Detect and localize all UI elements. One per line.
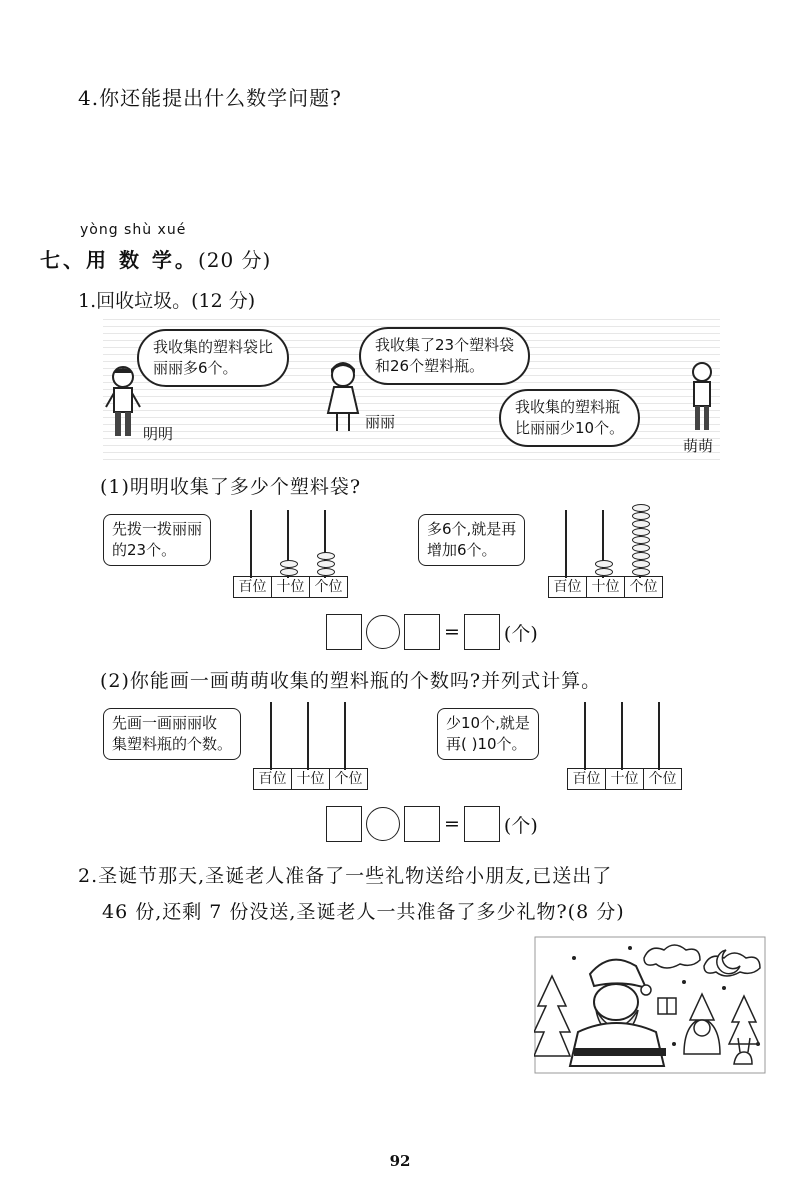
part-2-question: (2)你能画一画萌萌收集的塑料瓶的个数吗?并列式计算。 xyxy=(100,670,602,692)
name-mingming: 明明 xyxy=(143,425,174,443)
abacus-blank-right[interactable] xyxy=(567,702,683,790)
part-2-equation xyxy=(326,806,538,842)
label-tens: 十位 xyxy=(587,577,625,597)
abacus-bead-ones xyxy=(632,552,650,560)
hint-line: 集塑料瓶的个数。 xyxy=(112,735,233,753)
place-value-labels xyxy=(253,768,368,790)
abacus-bead-ones xyxy=(317,568,335,576)
rod-tens xyxy=(307,702,309,770)
unit-label: (个) xyxy=(503,814,538,837)
rod-hundreds xyxy=(565,510,567,578)
section-7-pinyin: yòng shù xué xyxy=(80,222,187,238)
part-2-hint-right xyxy=(437,708,539,760)
abacus-bead-ones xyxy=(632,520,650,528)
lili-speech-cloud xyxy=(359,327,530,385)
place-value-labels xyxy=(567,768,682,790)
answer-box-result[interactable] xyxy=(464,614,500,650)
recycling-scene xyxy=(103,313,720,463)
label-ones: 个位 xyxy=(334,771,363,787)
answer-box-2[interactable] xyxy=(404,806,440,842)
hint-line: 增加6个。 xyxy=(427,541,497,559)
hint-line: 先拨一拨丽丽 xyxy=(112,520,203,538)
question-1-title: 1.回收垃圾。(12 分) xyxy=(78,290,256,312)
cloud-line: 丽丽多6个。 xyxy=(153,359,238,377)
equals-sign: = xyxy=(444,813,460,835)
label-tens: 十位 xyxy=(292,769,330,789)
hint-line: 再( )10个。 xyxy=(446,735,527,753)
abacus-bead-ones xyxy=(632,528,650,536)
abacus-bead-ones xyxy=(632,504,650,512)
answer-box-result[interactable] xyxy=(464,806,500,842)
page-number: 92 xyxy=(389,1152,411,1170)
question-2-line-1: 2.圣诞节那天,圣诞老人准备了一些礼物送给小朋友,已送出了 xyxy=(78,865,613,887)
abacus-blank-left[interactable] xyxy=(253,702,369,790)
operator-circle[interactable] xyxy=(366,807,400,841)
boy-mingming-figure xyxy=(105,363,141,441)
abacus-bead-tens xyxy=(280,560,298,568)
rod-ones xyxy=(344,702,346,770)
label-tens: 十位 xyxy=(606,769,644,789)
unit-label: (个) xyxy=(503,622,538,645)
rod-hundreds xyxy=(250,510,252,578)
answer-box-1[interactable] xyxy=(326,806,362,842)
abacus-bead-ones xyxy=(317,560,335,568)
label-hundreds: 百位 xyxy=(568,769,606,789)
hint-line: 的23个。 xyxy=(112,541,177,559)
abacus-bead-ones xyxy=(632,512,650,520)
part-1-question: (1)明明收集了多少个塑料袋? xyxy=(100,476,362,498)
rod-tens xyxy=(621,702,623,770)
rod-ones xyxy=(658,702,660,770)
section-7-points: (20 分) xyxy=(197,248,272,272)
label-hundreds: 百位 xyxy=(234,577,272,597)
abacus-bead-ones xyxy=(632,544,650,552)
hint-line: 先画一画丽丽收 xyxy=(112,714,218,732)
cloud-line: 我收集的塑料瓶 xyxy=(515,398,621,416)
abacus-bead-tens xyxy=(280,568,298,576)
place-value-labels xyxy=(233,576,348,598)
answer-box-1[interactable] xyxy=(326,614,362,650)
rod-hundreds xyxy=(270,702,272,770)
name-lili: 丽丽 xyxy=(365,413,396,431)
cloud-line: 我收集了23个塑料袋 xyxy=(375,336,515,354)
abacus-bead-ones xyxy=(632,568,650,576)
section-7-title: 七、用 数 学。 xyxy=(40,248,198,272)
hint-line: 少10个,就是 xyxy=(446,714,530,732)
part-1-hint-left xyxy=(103,514,211,566)
equals-sign: = xyxy=(444,621,460,643)
abacus-bead-ones xyxy=(632,560,650,568)
girl-mengmeng-figure xyxy=(686,359,718,433)
abacus-bead-ones xyxy=(632,536,650,544)
girl-lili-figure xyxy=(323,361,363,433)
question-2-line-2: 46 份,还剩 7 份没送,圣诞老人一共准备了多少礼物?(8 分) xyxy=(102,901,625,923)
label-hundreds: 百位 xyxy=(254,769,292,789)
part-2-hint-left xyxy=(103,708,241,760)
label-hundreds: 百位 xyxy=(549,577,587,597)
question-2 xyxy=(78,858,625,930)
abacus-bead-ones xyxy=(317,552,335,560)
mengmeng-speech-cloud xyxy=(499,389,640,447)
place-value-labels xyxy=(548,576,663,598)
santa-christmas-illustration xyxy=(534,936,766,1074)
label-ones: 个位 xyxy=(314,579,343,595)
hint-line: 多6个,就是再 xyxy=(427,520,517,538)
rod-hundreds xyxy=(584,702,586,770)
label-ones: 个位 xyxy=(629,579,658,595)
answer-box-2[interactable] xyxy=(404,614,440,650)
label-ones: 个位 xyxy=(648,771,677,787)
section-7-heading xyxy=(40,244,271,273)
abacus-right xyxy=(548,510,664,598)
abacus-bead-tens xyxy=(595,568,613,576)
cloud-line: 比丽丽少10个。 xyxy=(515,419,625,437)
abacus-left xyxy=(233,510,349,598)
label-tens: 十位 xyxy=(272,577,310,597)
mingming-speech-cloud xyxy=(137,329,289,387)
question-4: 4.你还能提出什么数学问题? xyxy=(78,86,342,110)
name-mengmeng: 萌萌 xyxy=(683,437,714,455)
abacus-bead-tens xyxy=(595,560,613,568)
operator-circle[interactable] xyxy=(366,615,400,649)
part-1-hint-right xyxy=(418,514,525,566)
cloud-line: 和26个塑料瓶。 xyxy=(375,357,485,375)
part-1-equation xyxy=(326,614,538,650)
cloud-line: 我收集的塑料袋比 xyxy=(153,338,274,356)
